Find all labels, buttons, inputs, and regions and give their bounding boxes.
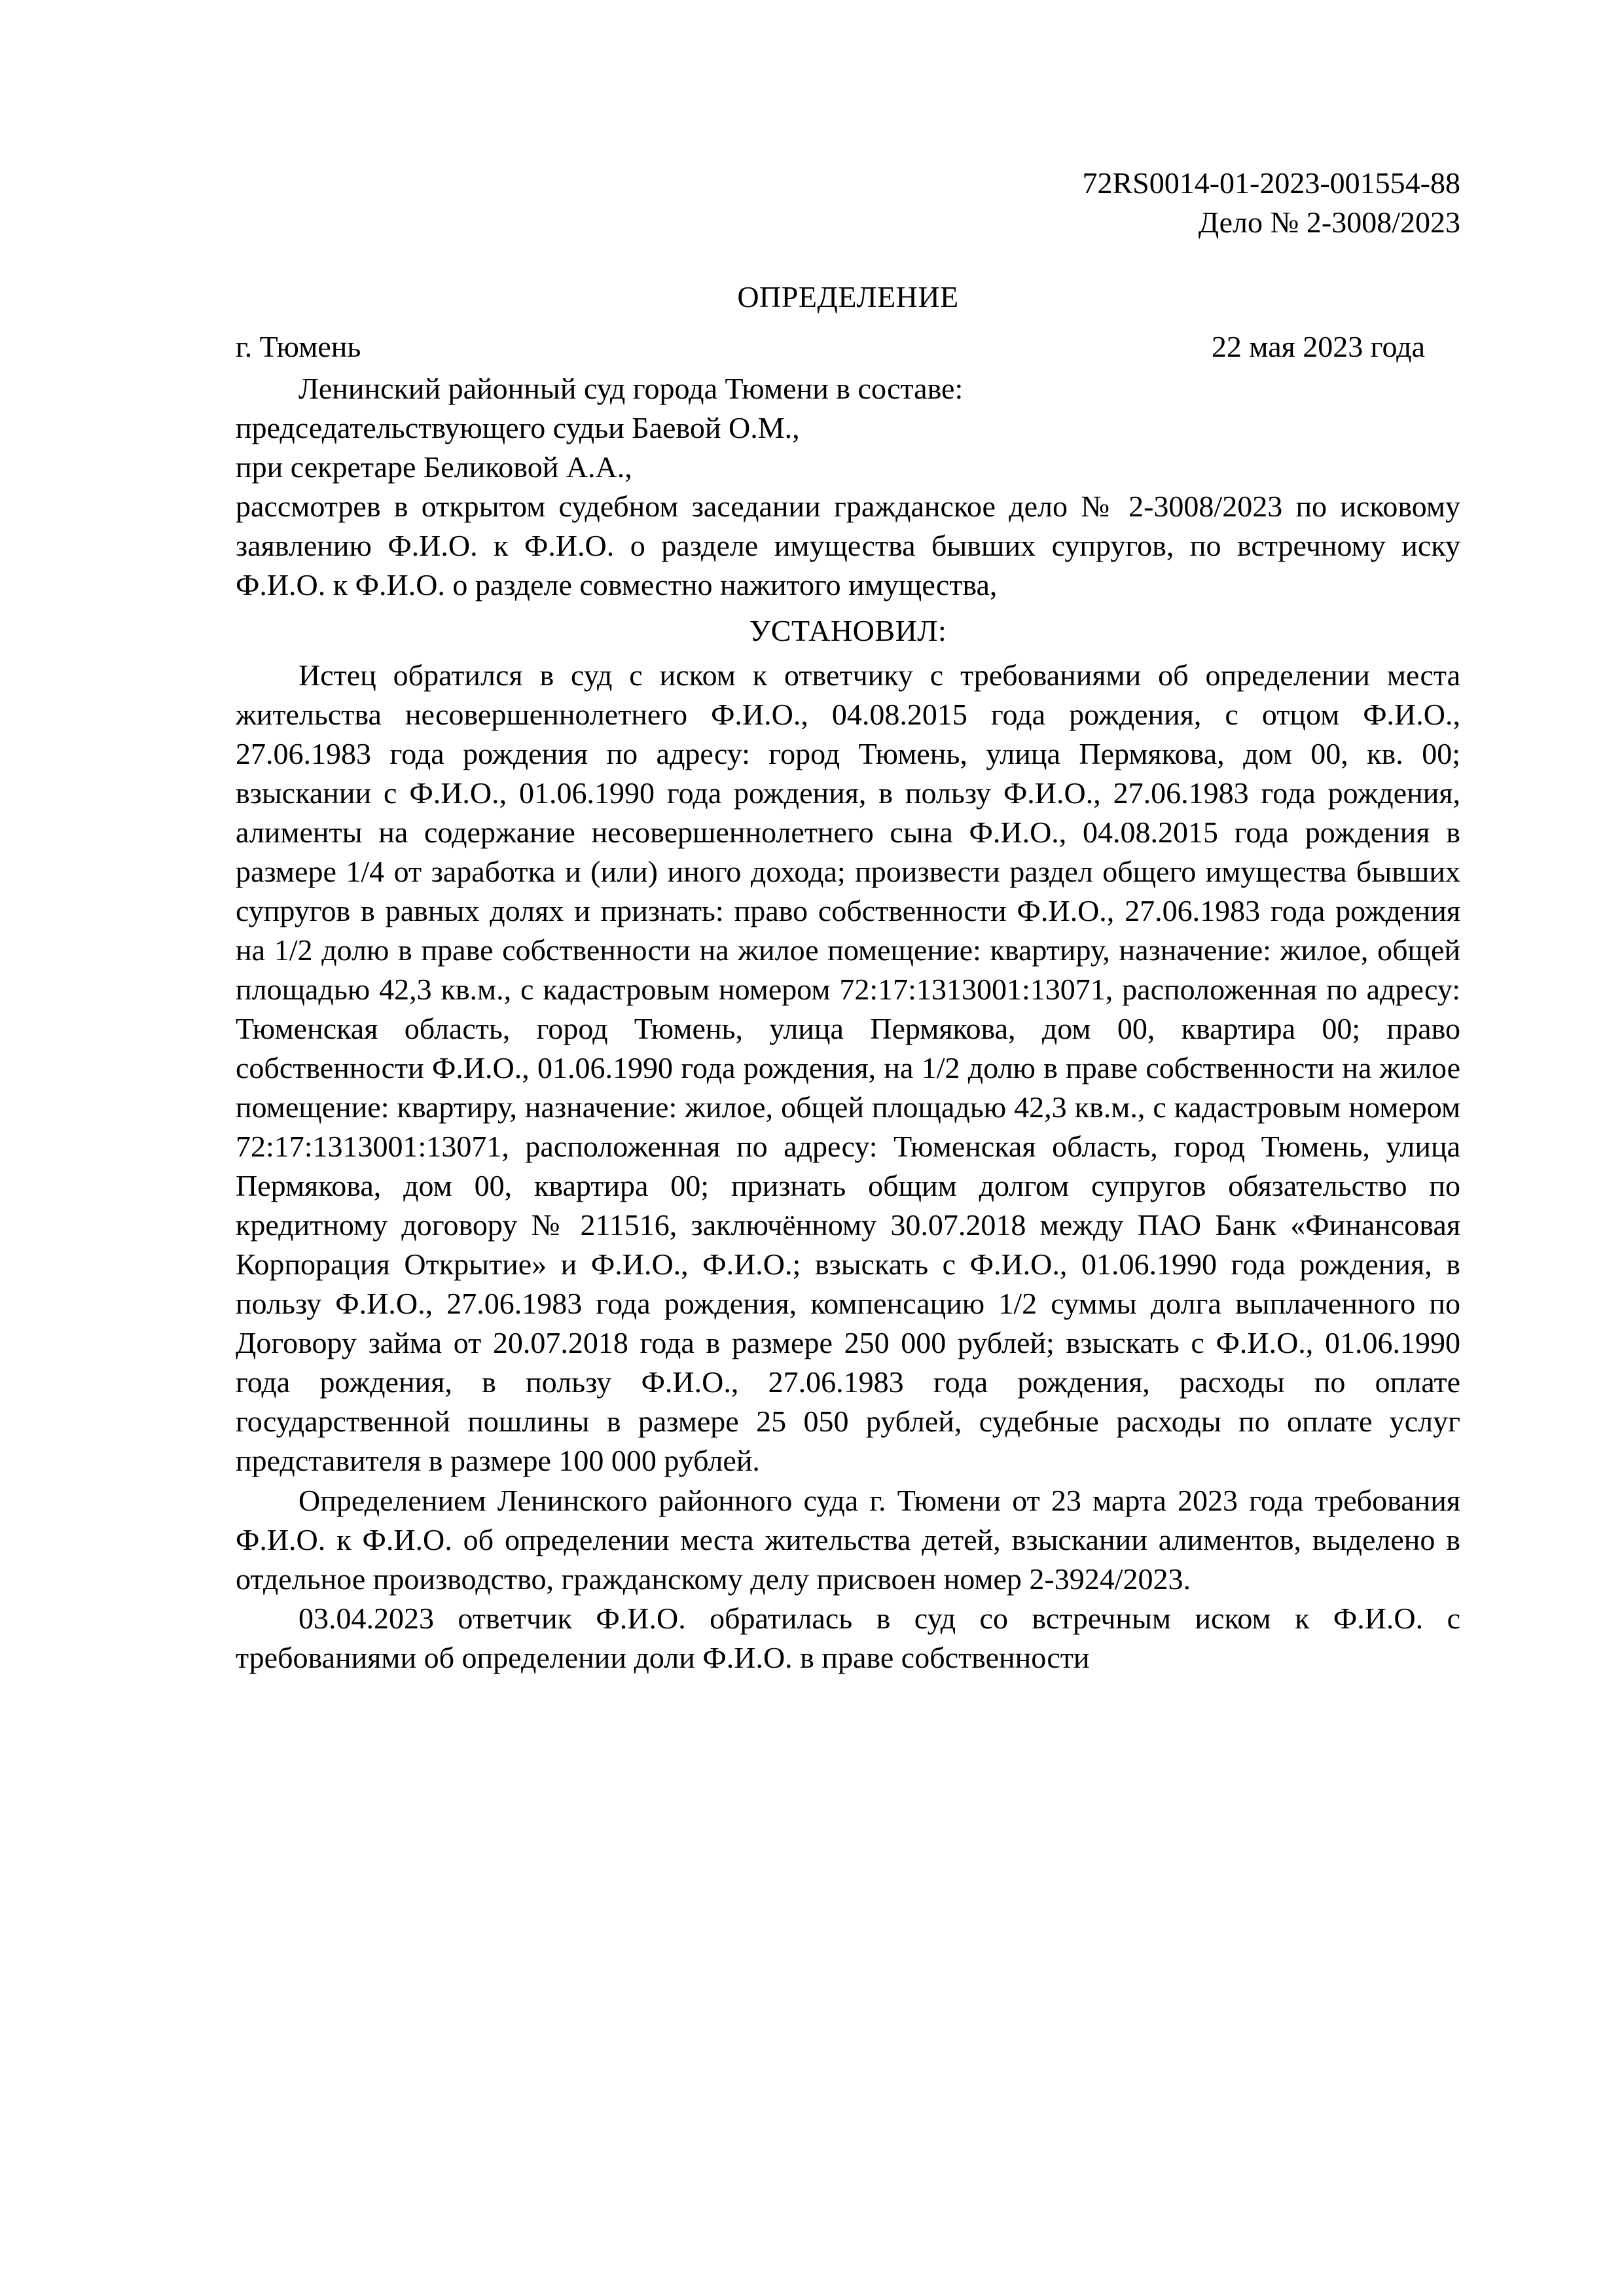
presiding-judge-line: председательствующего судьи Баевой О.М.,: [236, 411, 800, 445]
place-label: г. Тюмень: [236, 330, 361, 364]
court-composition-block: [236, 369, 1460, 487]
case-considering-line: рассмотрев в открытом судебном заседании гражданское дело № 2-3008/2023 по исковому заявлению Ф.И.О. к Ф.И.О. о разделе имущества бывших супругов, по встречному иску Ф.И.О. к Ф.И.О. о разделе совместно нажитого имущества,: [236, 490, 1460, 602]
document-title: ОПРЕДЕЛЕНИЕ: [737, 280, 959, 314]
claim-summary-paragraph: Истец обратился в суд с иском к ответчику с требованиями об определении места жительства несовершеннолетнего Ф.И.О., 04.08.2015 года рождения, с отцом Ф.И.О., 27.06.1983 года рождения по адресу: город Тюмень, улица Пермякова, дом 00, кв. 00; взыскании с Ф.И.О., 01.06.1990 года рождения, в пользу Ф.И.О., 27.06.1983 года рождения, алименты на содержание несовершеннолетнего сына Ф.И.О., 04.08.2015 года рождения в размере 1/4 от заработка и (или) иного дохода; произвести раздел общего имущества бывших супругов в равных долях и признать: право собственности Ф.И.О., 27.06.1983 года рождения на 1/2 долю в праве собственности на жилое помещение: квартиру, назначение: жилое, общей площадью 42,3 кв.м., с кадастровым номером 72:17:1313001:13071, расположенная по адресу: Тюменская область, город Тюмень, улица Пермякова, дом 00, квартира 00; право собственности Ф.И.О., 01.06.1990 года рождения, на 1/2 долю в праве собственности на жилое помещение: квартиру, назначение: жилое, общей площадью 42,3 кв.м., с кадастровым номером 72:17:1313001:13071, расположенная по адресу: Тюменская область, город Тюмень, улица Пермякова, дом 00, квартира 00; признать общим долгом супругов обязательство по кредитному договору № 211516, заключённому 30.07.2018 между ПАО Банк «Финансовая Корпорация Открытие» и Ф.И.О., Ф.И.О.; взыскать с Ф.И.О., 01.06.1990 года рождения, в пользу Ф.И.О., 27.06.1983 года рождения, компенсацию 1/2 суммы долга выплаченного по Договору займа от 20.07.2018 года в размере 250 000 рублей; взыскать с Ф.И.О., 01.06.1990 года рождения, в пользу Ф.И.О., 27.06.1983 года рождения, расходы по оплате государственной пошлины в размере 25 050 рублей, судебные расходы по оплате услуг представителя в размере 100 000 рублей.: [236, 658, 1460, 1478]
counterclaim-paragraph: 03.04.2023 ответчик Ф.И.О. обратилась в суд со встречным иском к Ф.И.О. с требованиями об определении доли Ф.И.О. в праве собственности: [236, 1601, 1460, 1674]
document-header: [236, 164, 1460, 242]
case-number: Дело № 2-3008/2023: [1198, 206, 1460, 240]
established-heading: УСТАНОВИЛ:: [749, 614, 947, 648]
separation-ruling-paragraph: Определением Ленинского районного суда г. Тюмени от 23 марта 2023 года требования Ф.И.О. к Ф.И.О. об определении места жительства детей, взыскании алиментов, выделено в отдельное производство, гражданскому делу присвоен номер 2-3924/2023.: [236, 1483, 1460, 1596]
case-uid: 72RS0014-01-2023-001554-88: [1082, 166, 1460, 200]
court-name-line: Ленинский районный суд города Тюмени в составе:: [298, 372, 964, 406]
court-secretary-line: при секретаре Беликовой А.А.,: [236, 450, 632, 484]
place-and-date-row: [236, 327, 1460, 367]
date-label: 22 мая 2023 года: [1211, 330, 1425, 364]
